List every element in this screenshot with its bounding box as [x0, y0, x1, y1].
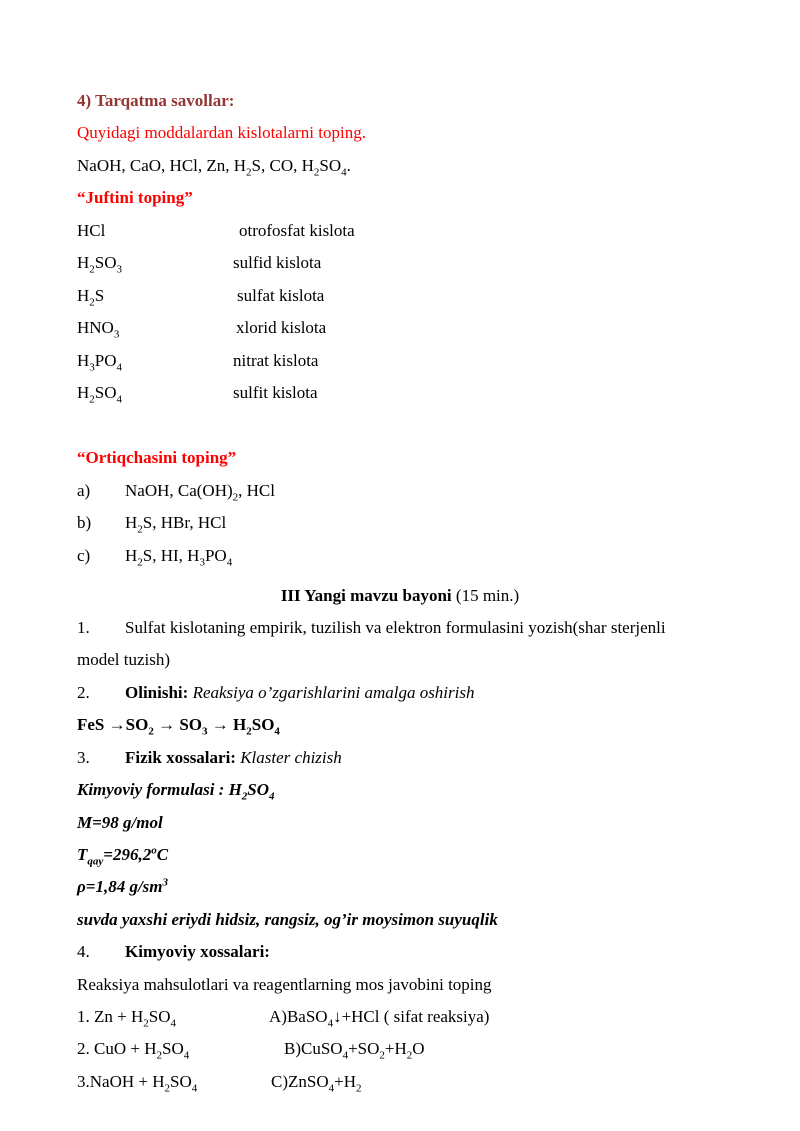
- pair-right-4: xlorid kislota: [236, 318, 327, 337]
- pair-right-2: sulfid kislota: [233, 253, 322, 272]
- boiling-temperature: $T_{qay}=296,2^oC$: [77, 844, 169, 868]
- reaction-right-2: $B)CuSO_4+SO_2+H_2O$: [284, 1039, 425, 1062]
- odd-item-c: c) $H_2S$, HI, $H_3PO_4$: [77, 546, 233, 569]
- pair-left-2: $H_2SO_3$: [77, 253, 123, 276]
- reaction-chain: FeS $\to SO_2 \to SO_3 \to H_2SO_4$: [77, 715, 280, 738]
- pair-right-1: otrofosfat kislota: [239, 221, 355, 240]
- task-text: Reaksiya mahsulotlari va reagentlarning mos javobini toping: [77, 975, 492, 994]
- section-heading: 4) Tarqatma savollar:: [77, 91, 235, 110]
- pair-right-6: sulfit kislota: [233, 383, 318, 402]
- pair-right-3: sulfat kislota: [237, 286, 325, 305]
- reaction-left-2: 2. CuO + $H_2SO_4$: [77, 1039, 190, 1062]
- molar-mass: M=98 g/mol: [77, 813, 163, 832]
- point-4: 4. Kimyoviy xossalari:: [77, 942, 270, 961]
- odd-item-b: b) $H_2S$, HBr, HCl: [77, 513, 227, 536]
- reaction-left-3: 3.NaOH + $H_2SO_4$: [77, 1072, 198, 1095]
- point-3: 3. Fizik xossalari: Klaster chizish: [77, 748, 342, 767]
- pair-left-3: $H_2S$: [77, 286, 105, 309]
- point-1: 1. Sulfat kislotaning empirik, tuzilish va elektron formulasini yozish(shar sterjenli: [77, 618, 666, 637]
- pair-left-1: HCl: [77, 221, 106, 240]
- chemical-formula: Kimyoviy formulasi : $H_2SO_4$: [77, 780, 275, 803]
- physical-properties: suvda yaxshi eriydi hidsiz, rangsiz, og’ir moysimon suyuqlik: [77, 910, 498, 929]
- pair-left-5: $H_3PO_4$: [77, 351, 123, 374]
- instruction-text: Quyidagi moddalardan kislotalarni toping.: [77, 123, 366, 142]
- odd-title: “Ortiqchasini toping”: [77, 448, 237, 467]
- point-1-continued: model tuzish): [77, 650, 171, 669]
- pairs-title: “Juftini toping”: [77, 188, 193, 207]
- reaction-left-1: 1. $Zn + H_2SO_4$: [77, 1007, 176, 1030]
- point-2: 2. Olinishi: Reaksiya o’zgarishlarini amalga oshirish: [77, 683, 475, 702]
- section3-title: III Yangi mavzu bayoni (15 min.): [280, 586, 520, 605]
- pair-left-6: $H_2SO_4$: [77, 383, 123, 406]
- pair-left-4: $HNO_3$: [77, 318, 120, 341]
- substances-line: NaOH, CaO, HCl, Zn, $H_2S$, CO, $H_2SO_4$.: [77, 156, 351, 179]
- odd-item-a: a) NaOH, $Ca(OH)_2$, HCl: [77, 481, 275, 504]
- reaction-right-1: A)BaSO$_4$↓+HCl ( sifat reaksiya): [269, 1007, 490, 1030]
- reaction-right-3: $C)ZnSO_4+H_2$: [271, 1072, 362, 1095]
- density: ρ=1,84 $g/sm^3$: [77, 876, 169, 896]
- pair-right-5: nitrat kislota: [233, 351, 319, 370]
